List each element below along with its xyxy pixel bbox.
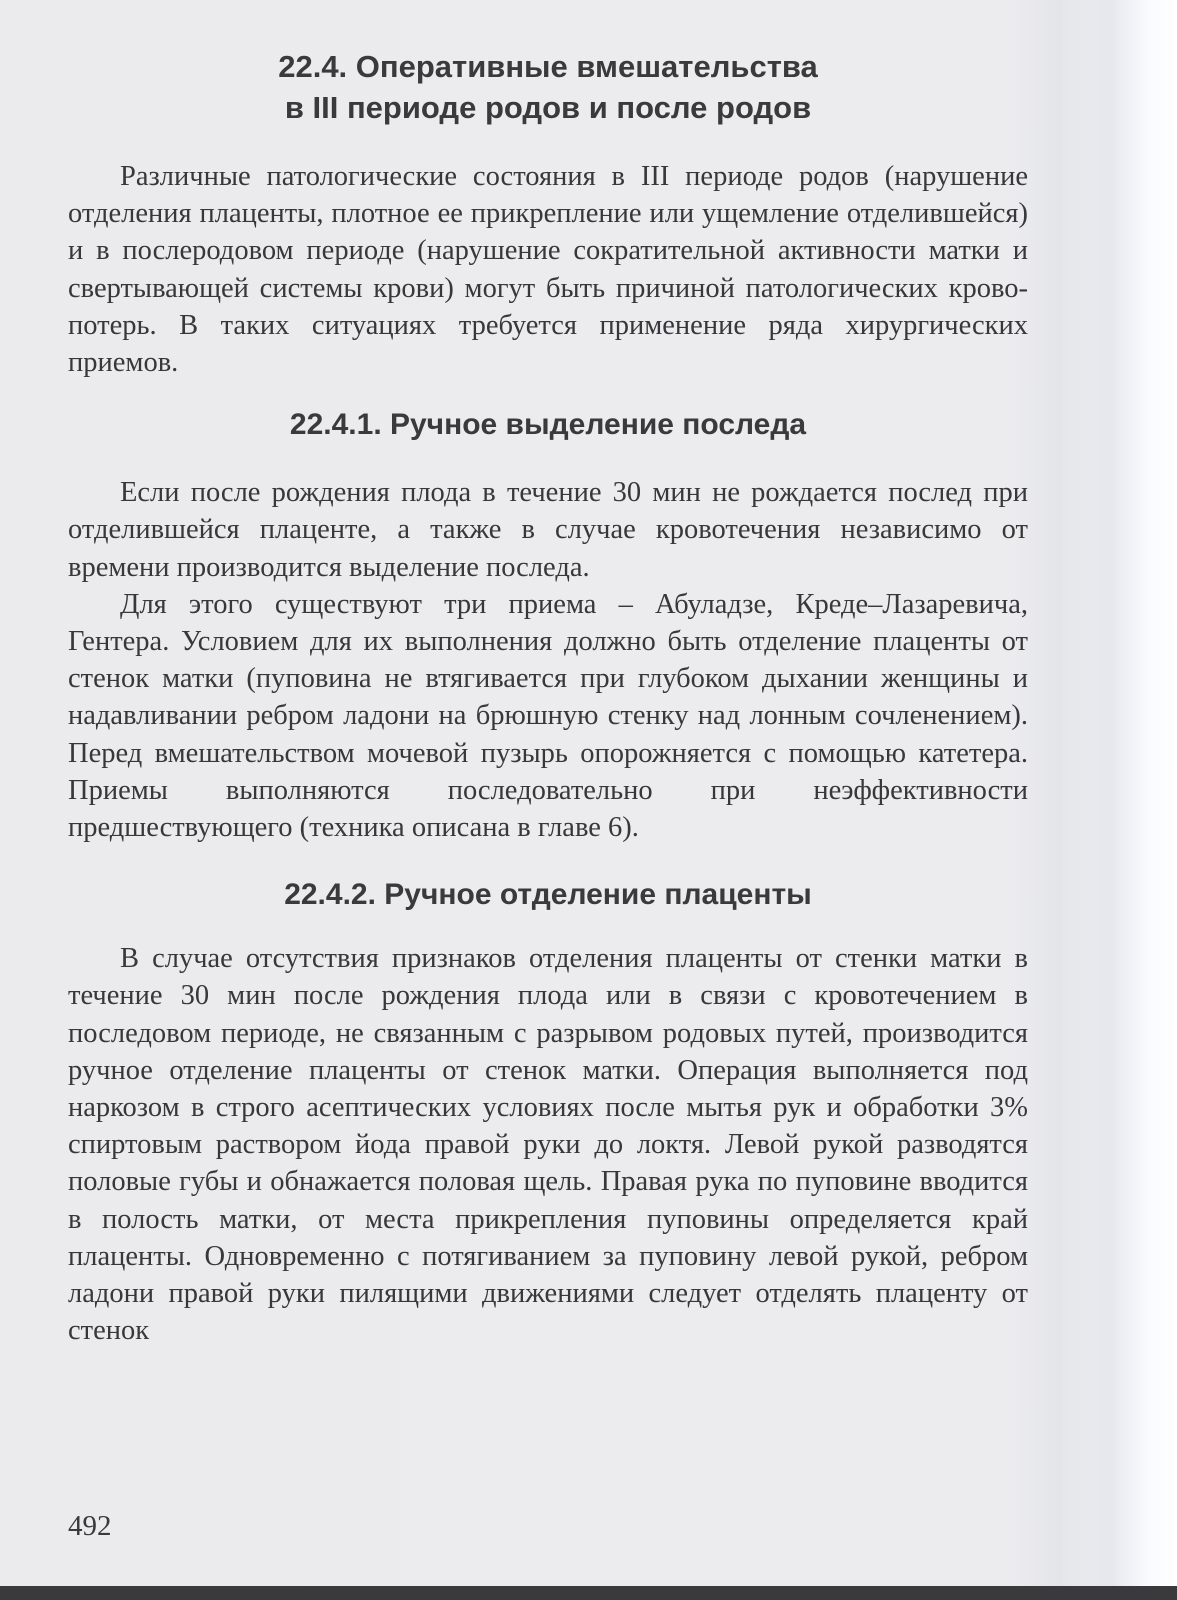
subsection-1-paragraph-2: Для этого существуют три приема – Абуладзе, Креде–Лазаревича, Гентера. Условием для их выполнения должно быть отделение плаценты от стенок матки (пуповина не втягивается при глубоком дыхании женщины и надавливании ребром ладони на брюшную стенку над лонным сочленением). Перед вмешательством мочевой пузырь опорожняется с помощью катетера. Приемы выполняются последовательно при неэффективности предшествующего (техника описана в главе 6). xyxy=(68,588,1028,844)
page-number: 492 xyxy=(68,1510,112,1542)
intro-paragraph: Различные патологические состояния в III периоде родов (нарушение отделения плаценты, плотное ее прикрепление или ущемление отделившейся) и в послеродовом периоде (нарушение сократительной активности матки и свертывающей системы крови) могут быть причиной патологических кровопотерь. В таких ситуациях требуется применение ряда хирургических приемов. xyxy=(68,161,1028,379)
section-title-line-2: в III периоде родов и после родов xyxy=(284,90,812,125)
spine-shadow xyxy=(1067,0,1177,1600)
subsection-1-title: 22.4.1. Ручное выделение последа xyxy=(289,408,807,442)
section-title-line-1: 22.4. Оперативные вмешательства xyxy=(278,49,818,84)
page-content xyxy=(68,46,1028,1349)
subsection-2-paragraph-1: В случае отсутствия признаков отделения плаценты от стенки матки в течение 30 мин после рождения плода или в связи с кровотечением в последовом периоде, не связанным с разрывом родовых путей, производится ручное отделение плаценты от стенок матки. Операция выполняется под наркозом в строго асептических условиях после мытья рук и обработки 3% спиртовым раствором йода правой руки до локтя. Левой рукой разводятся половые губы и обнажается половая щель. Правая рука по пуповине вводится в полость матки, от места прикрепления пуповины определяется край плаценты. Одновременно с потягиванием за пуповину левой рукой, ребром ладони правой руки пилящими движениями следует отделять плаценту от стенок xyxy=(68,943,1028,1347)
page-bottom-edge xyxy=(0,1586,1177,1600)
subsection-2-title: 22.4.2. Ручное отделение плаценты xyxy=(284,878,812,912)
section-title xyxy=(68,46,1028,128)
subsection-1-paragraph-1: Если после рождения плода в течение 30 мин не рождается послед при отделившейся плаценте, а также в случае кровотечения независимо от времени производится выделение последа. xyxy=(68,477,1028,583)
